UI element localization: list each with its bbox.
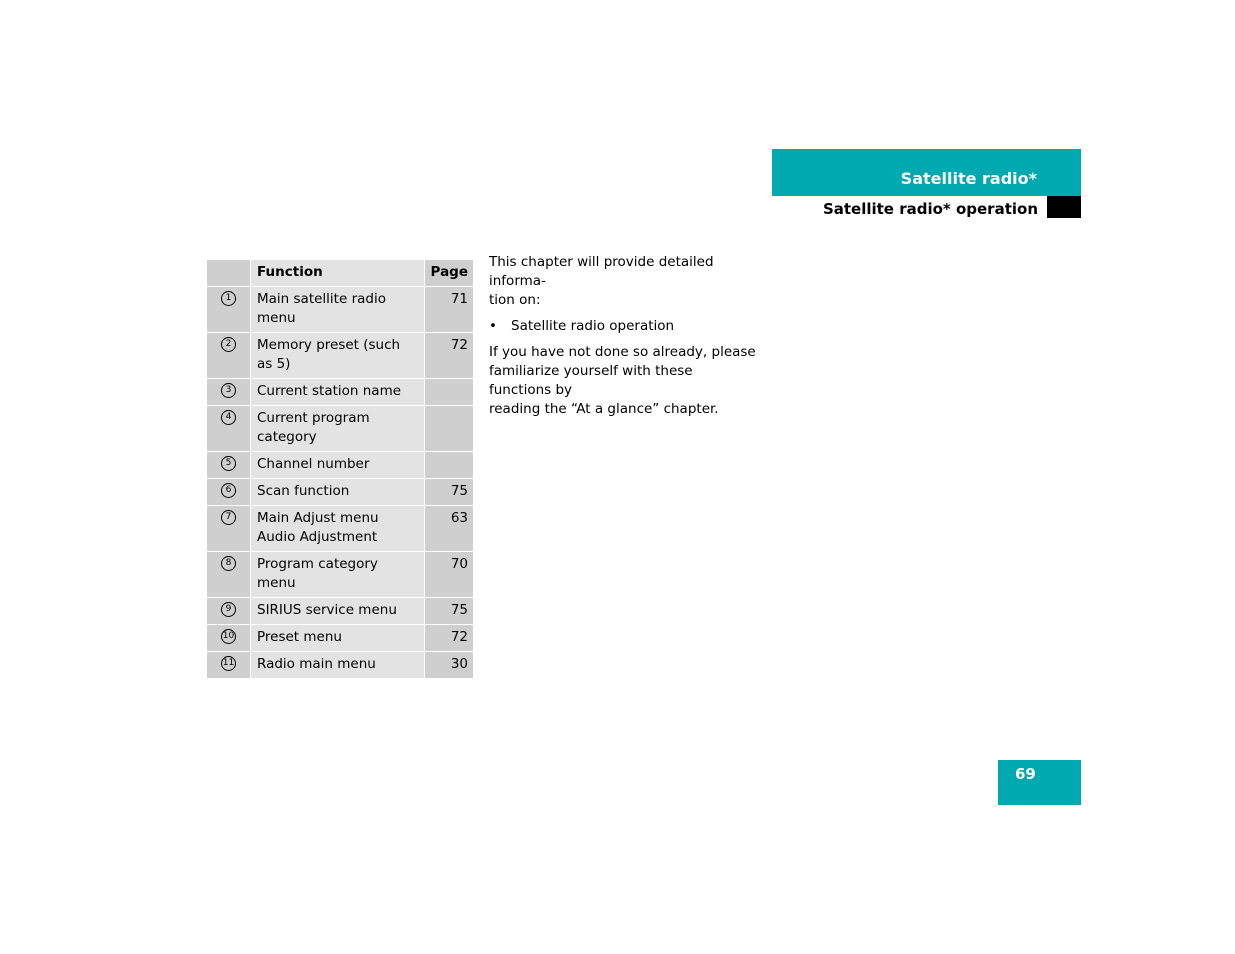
function-text: Main satellite radio menu <box>257 291 386 326</box>
intro-paragraph <box>489 253 759 310</box>
row-number <box>207 652 250 678</box>
function-table-body <box>207 287 473 678</box>
function-text: Current station name <box>257 383 402 399</box>
row-number <box>207 406 250 451</box>
function-cell <box>251 598 424 624</box>
section-marker <box>1047 196 1081 218</box>
page-cell: 75 <box>425 598 473 624</box>
chapter-header-bar <box>772 149 1081 196</box>
page-cell: 72 <box>425 333 473 378</box>
row-number <box>207 333 250 378</box>
function-text: Program category menu <box>257 556 378 591</box>
instruction-line: reading the “At a glance” chapter. <box>489 401 719 417</box>
page-cell: 30 <box>425 652 473 678</box>
table-header-row <box>207 260 473 286</box>
function-cell <box>251 379 424 405</box>
page-column-header: Page <box>425 260 473 286</box>
function-cell <box>251 652 424 678</box>
table-row <box>207 287 473 332</box>
table-row <box>207 406 473 451</box>
circled-number-icon: 10 <box>221 629 236 644</box>
row-number <box>207 506 250 551</box>
function-cell <box>251 506 424 551</box>
table-row <box>207 625 473 651</box>
function-cell <box>251 406 424 451</box>
function-text: Memory preset (such <box>257 337 401 353</box>
instruction-line: If you have not done so already, please <box>489 344 756 360</box>
circled-number-icon: 1 <box>221 291 236 306</box>
page-cell <box>425 379 473 405</box>
instruction-paragraph <box>489 343 759 419</box>
circled-number-icon: 7 <box>221 510 236 525</box>
bullet-text: Satellite radio operation <box>511 318 675 334</box>
function-text: Audio Adjustment <box>257 529 378 545</box>
function-text: as 5) <box>257 356 291 372</box>
chapter-title: Satellite radio* <box>900 169 1037 188</box>
function-text: Main Adjust menu <box>257 510 379 526</box>
page-cell: 71 <box>425 287 473 332</box>
function-text: Preset menu <box>257 629 342 645</box>
row-number <box>207 552 250 597</box>
circled-number-icon: 4 <box>221 410 236 425</box>
function-text: Radio main menu <box>257 656 376 672</box>
circled-number-icon: 3 <box>221 383 236 398</box>
circled-number-icon: 6 <box>221 483 236 498</box>
function-table <box>206 259 474 679</box>
table-row <box>207 452 473 478</box>
function-cell <box>251 552 424 597</box>
circled-number-icon: 9 <box>221 602 236 617</box>
instruction-line: familiarize yourself with these functions by <box>489 363 693 398</box>
function-text: Channel number <box>257 456 370 472</box>
page-number-box <box>998 760 1081 805</box>
row-number <box>207 379 250 405</box>
section-title: Satellite radio* operation <box>822 200 1038 218</box>
function-text: SIRIUS service menu <box>257 602 397 618</box>
function-cell <box>251 287 424 332</box>
page-cell <box>425 452 473 478</box>
table-row <box>207 333 473 378</box>
bullet-item <box>489 317 759 336</box>
function-cell <box>251 452 424 478</box>
circled-number-icon: 2 <box>221 337 236 352</box>
intro-text <box>489 253 759 426</box>
intro-line: tion on: <box>489 292 541 308</box>
row-number <box>207 625 250 651</box>
function-cell <box>251 625 424 651</box>
page-cell: 70 <box>425 552 473 597</box>
page-cell: 63 <box>425 506 473 551</box>
table-row <box>207 552 473 597</box>
bullet-symbol: • <box>489 318 497 334</box>
page-cell: 75 <box>425 479 473 505</box>
number-column-header <box>207 260 250 286</box>
function-column-header: Function <box>251 260 424 286</box>
function-cell <box>251 479 424 505</box>
table-row <box>207 506 473 551</box>
function-text: Scan function <box>257 483 350 499</box>
row-number <box>207 598 250 624</box>
circled-number-icon: 11 <box>221 656 236 671</box>
row-number <box>207 452 250 478</box>
function-text: Current program category <box>257 410 370 445</box>
page-number: 69 <box>1015 765 1036 783</box>
table-row <box>207 479 473 505</box>
table-row <box>207 379 473 405</box>
table-row <box>207 598 473 624</box>
page-cell: 72 <box>425 625 473 651</box>
function-cell <box>251 333 424 378</box>
intro-line: This chapter will provide detailed informa- <box>489 254 714 289</box>
circled-number-icon: 8 <box>221 556 236 571</box>
row-number <box>207 287 250 332</box>
circled-number-icon: 5 <box>221 456 236 471</box>
page-cell <box>425 406 473 451</box>
row-number <box>207 479 250 505</box>
table-row <box>207 652 473 678</box>
